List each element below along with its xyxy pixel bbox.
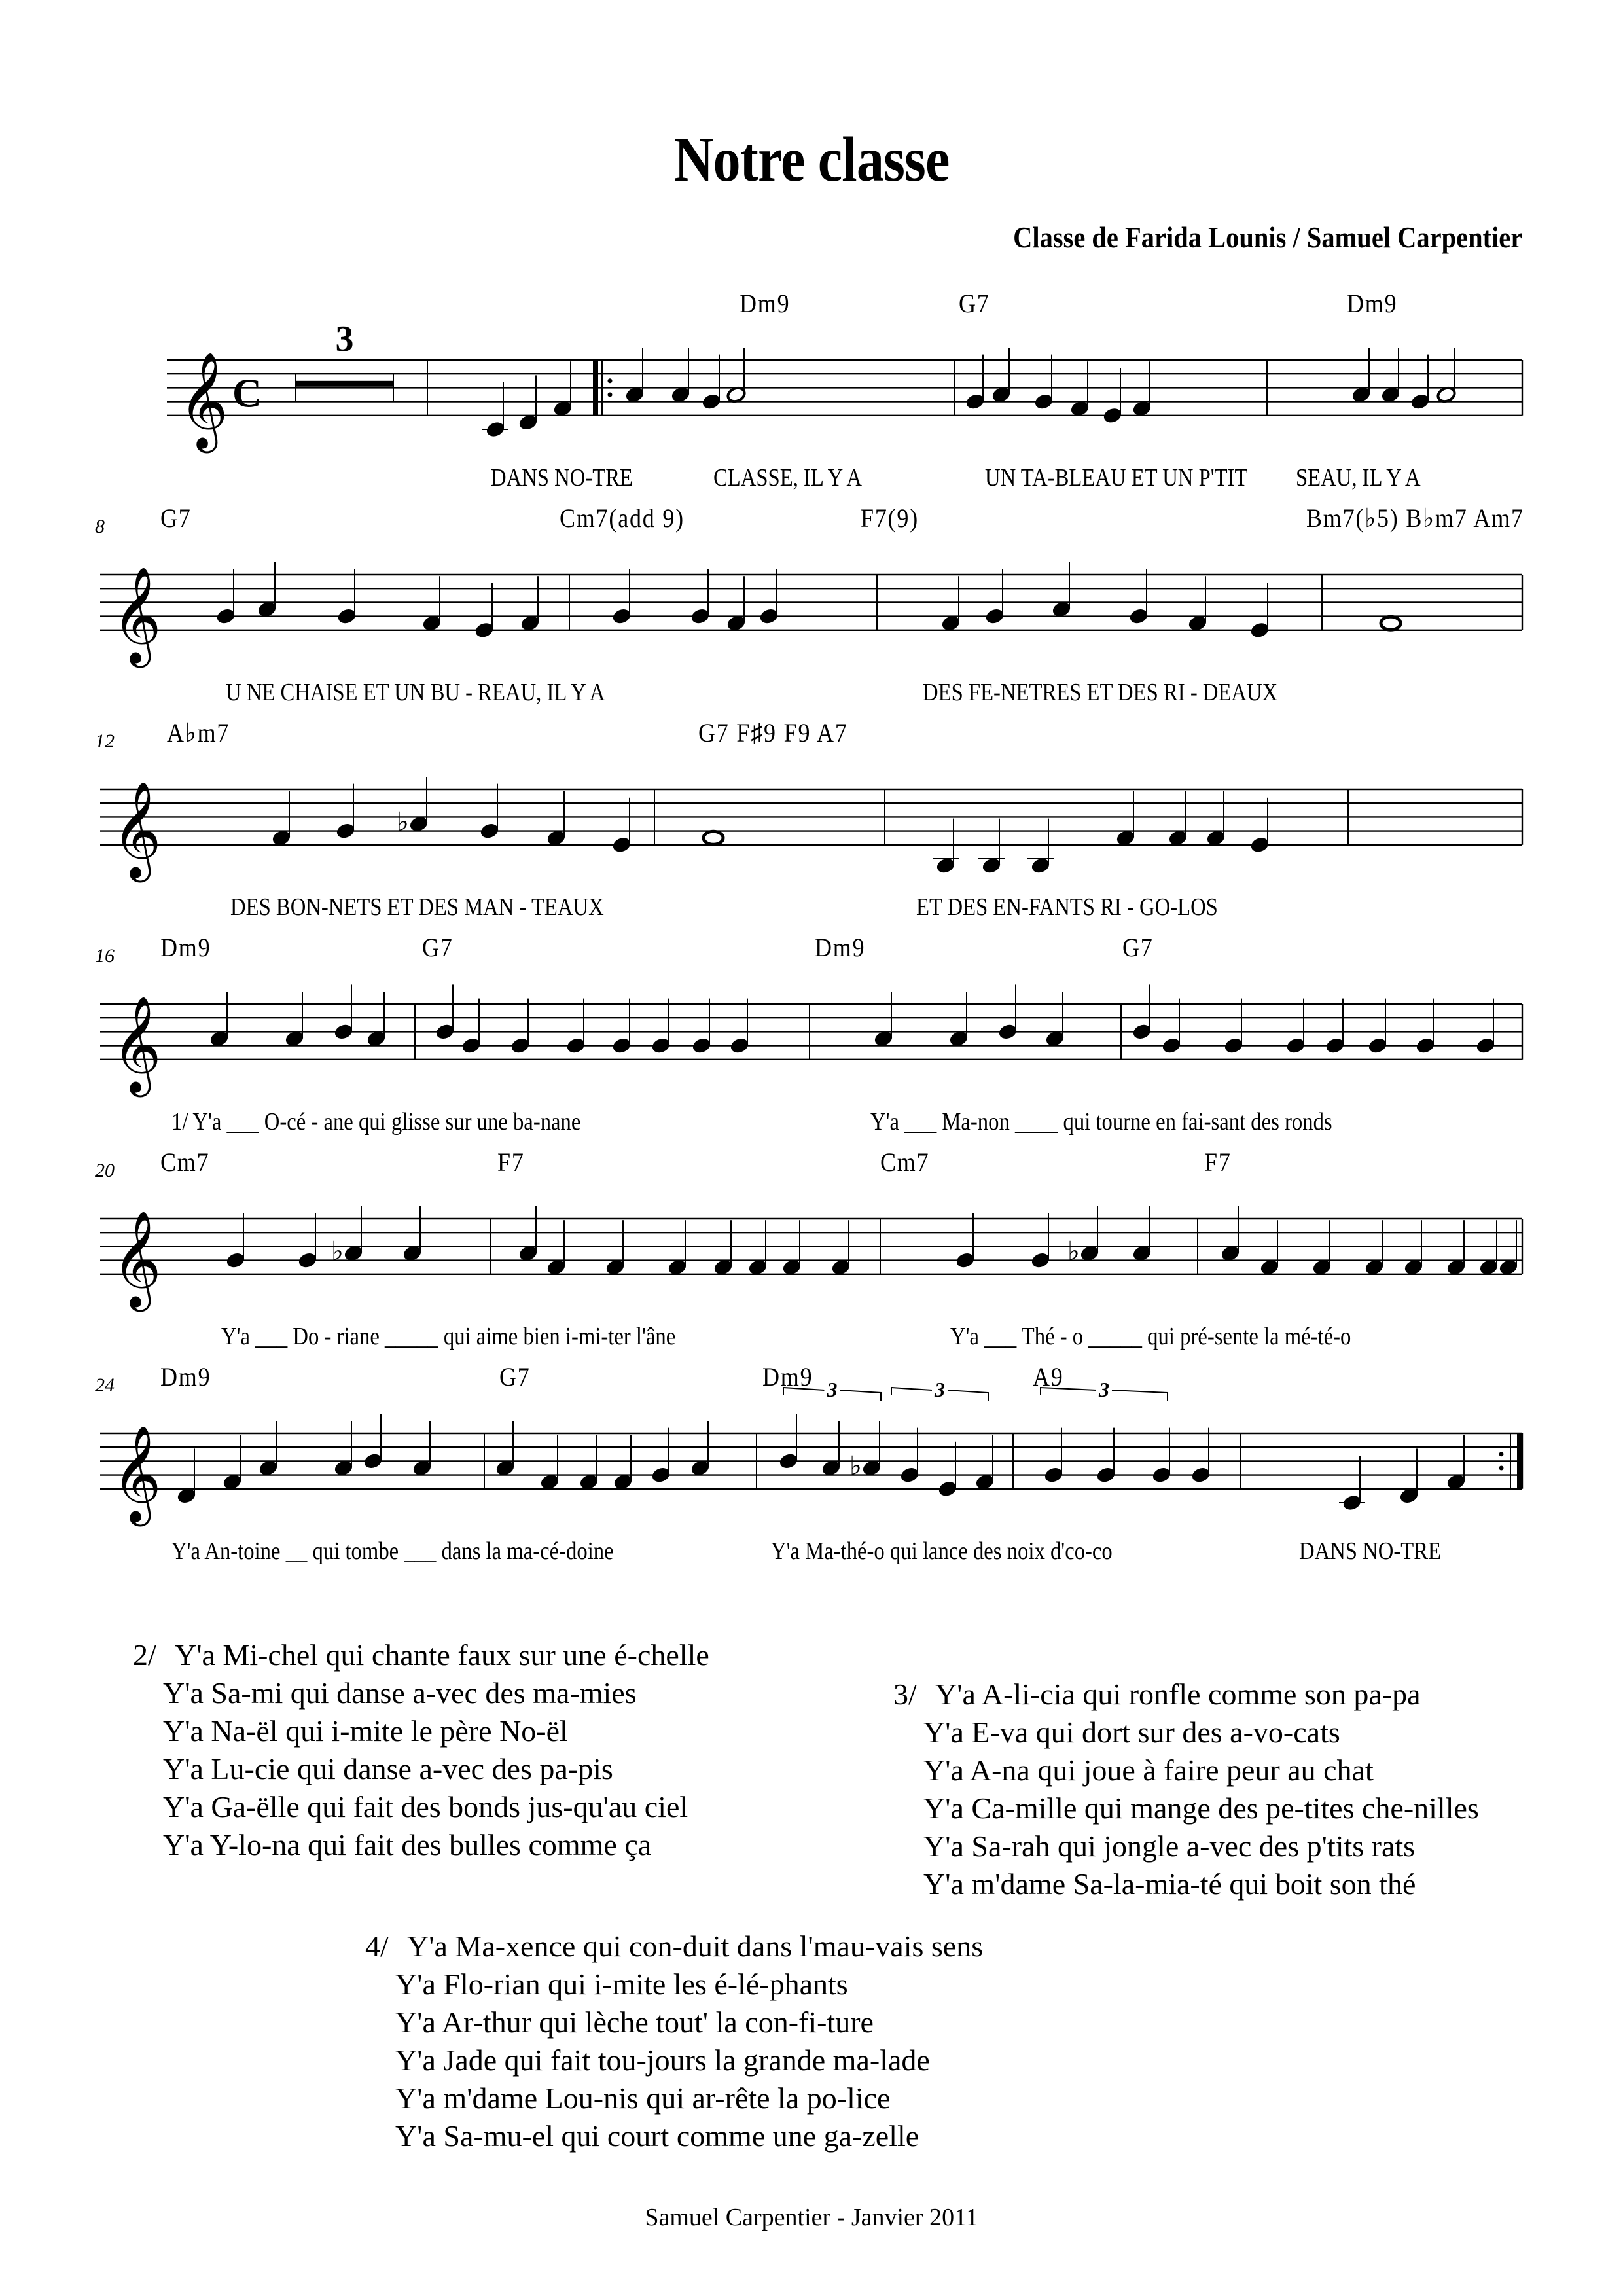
note [899, 1428, 919, 1484]
lyric-line: DANS NO-TRE [1299, 1537, 1441, 1565]
svg-text:3: 3 [935, 1378, 945, 1401]
treble-clef-icon: 𝄞 [112, 1210, 162, 1308]
verse-line: Y'a E-va qui dort sur des a-vo-cats [923, 1715, 1340, 1749]
note [690, 1421, 710, 1477]
treble-clef-icon: 𝄞 [112, 565, 162, 664]
note [539, 1435, 560, 1491]
page-title: Notre classe [673, 124, 950, 195]
svg-text:♭: ♭ [397, 807, 409, 837]
svg-text:3: 3 [827, 1378, 838, 1401]
svg-text:♭: ♭ [331, 1236, 344, 1266]
treble-clef-icon: 𝄞 [112, 1424, 162, 1522]
note [1151, 1428, 1171, 1484]
lyric-line: 1/ Y'a ___ O-cé - ane qui glisse sur une ba-nane [171, 1108, 581, 1136]
svg-text:♭: ♭ [849, 1451, 862, 1481]
chord-symbol: F7(9) [861, 503, 919, 533]
chord-symbol: Bm7(♭5) B♭m7 Am7 [1306, 503, 1524, 533]
verse-line: Y'a Sa-mu-el qui court comme une ga-zelle [395, 2119, 919, 2153]
verse-line: Y'a Sa-mi qui danse a-vec des ma-mies [163, 1676, 637, 1710]
note [579, 1435, 599, 1491]
verse-line: Y'a Ga-ëlle qui fait des bonds jus-qu'au ciel [163, 1790, 688, 1823]
lyric-line: DANS NO-TRE [491, 464, 633, 492]
verse-line: Y'a A-na qui joue à faire peur au chat [923, 1753, 1374, 1787]
lyric-line: ET DES EN-FANTS RI - GO-LOS [916, 893, 1218, 921]
chord-symbol: G7 [499, 1362, 531, 1391]
lyric-line: Y'a ___ Thé - o _____ qui pré-sente la mé-té-o [950, 1323, 1351, 1350]
chord-symbol: F7 [1204, 1147, 1232, 1177]
note [495, 1421, 515, 1477]
note [613, 1435, 633, 1491]
lyric-line: DES FE-NETRES ET DES RI - DEAUX [923, 679, 1278, 706]
verse-3 [893, 1676, 1479, 1903]
note [1399, 1448, 1419, 1505]
composer-credit: Classe de Farida Lounis / Samuel Carpentier [1012, 221, 1522, 254]
measure-number: 8 [95, 516, 105, 537]
verse-line: Y'a Ca-mille qui mange des pe-tites che-nilles [923, 1791, 1479, 1825]
lyric-line: UN TA-BLEAU ET UN P'TIT [985, 464, 1248, 492]
verse-line: Y'a Flo-rian qui i-mite les é-lé-phants [395, 1967, 848, 2001]
svg-text:3: 3 [1099, 1378, 1109, 1401]
chord-symbol: Cm7 [160, 1147, 210, 1177]
note [412, 1421, 432, 1477]
note [651, 1428, 671, 1484]
chord-symbol: Cm7 [880, 1147, 930, 1177]
chord-symbol: Dm9 [762, 1362, 813, 1391]
chord-symbol: Dm9 [740, 289, 791, 318]
verse-2 [133, 1636, 709, 1864]
note [1190, 1428, 1211, 1484]
time-signature: C [232, 371, 262, 416]
treble-clef-icon: 𝄞 [112, 780, 162, 878]
chord-symbol: G7 [959, 289, 990, 318]
chord-symbol: G7 [422, 933, 454, 962]
note [937, 1442, 957, 1498]
measure-number: 20 [95, 1160, 115, 1181]
note [1043, 1428, 1063, 1484]
verse-line: Y'a Y-lo-na qui fait des bulles comme ça [163, 1828, 652, 1861]
lyric-line: Y'a ___ Ma-non ____ qui tourne en fai-sant des ronds [870, 1108, 1332, 1136]
verse-line: 2/ Y'a Mi-chel qui chante faux sur une é-chelle [133, 1638, 709, 1672]
verse-line: Y'a Ar-thur qui lèche tout' la con-fi-ture [395, 2005, 874, 2039]
measure-number: 24 [95, 1374, 115, 1396]
lyric-line: Y'a ___ Do - riane _____ qui aime bien i-mi-ter l'âne [221, 1323, 676, 1350]
footer-credit: Samuel Carpentier - Janvier 2011 [645, 2204, 978, 2231]
verse-line: Y'a m'dame Sa-la-mia-té qui boit son thé [923, 1867, 1416, 1901]
chord-symbol: G7 [160, 503, 192, 533]
chord-symbol: Cm7(add 9) [560, 503, 685, 533]
note [258, 1421, 278, 1477]
note [1339, 1456, 1365, 1512]
note [821, 1421, 841, 1477]
verse-4 [365, 1928, 983, 2155]
note [333, 1421, 353, 1477]
lyric-line: DES BON-NETS ET DES MAN - TEAUX [230, 893, 604, 921]
chord-symbol: G7 F♯9 F9 A7 [698, 718, 848, 747]
measure-number: 12 [95, 730, 115, 752]
chord-symbol: A9 [1033, 1362, 1064, 1391]
chord-symbol: G7 [1122, 933, 1154, 962]
svg-text:♭: ♭ [1067, 1236, 1080, 1266]
verse-line: Y'a Sa-rah qui jongle a-vec des p'tits rats [923, 1829, 1416, 1863]
note [974, 1435, 995, 1491]
treble-clef-icon: 𝄞 [179, 351, 228, 449]
chord-symbol: Dm9 [1347, 289, 1398, 318]
note [222, 1435, 242, 1491]
lyric-line: SEAU, IL Y A [1296, 464, 1421, 492]
verse-line: 3/ Y'a A-li-cia qui ronfle comme son pa-pa [893, 1677, 1421, 1711]
lyric-line: Y'a An-toine __ qui tombe ___ dans la ma-cé-doine [171, 1537, 614, 1565]
lyric-line: CLASSE, IL Y A [713, 464, 862, 492]
note [849, 1421, 882, 1481]
lyric-line: U NE CHAISE ET UN BU - REAU, IL Y A [226, 679, 605, 706]
verse-line: Y'a Jade qui fait tou-jours la grande ma-lade [395, 2043, 930, 2077]
treble-clef-icon: 𝄞 [112, 995, 162, 1093]
note [363, 1414, 383, 1470]
note [778, 1414, 798, 1470]
chord-symbol: F7 [497, 1147, 525, 1177]
chord-symbol: Dm9 [160, 1362, 211, 1391]
note [1446, 1435, 1466, 1491]
chord-symbol: A♭m7 [167, 718, 230, 747]
verse-line: Y'a Lu-cie qui danse a-vec des pa-pis [163, 1752, 613, 1785]
verse-line: Y'a m'dame Lou-nis qui ar-rête la po-lice [395, 2081, 891, 2115]
note [176, 1448, 196, 1505]
note [1096, 1428, 1116, 1484]
chord-symbol: Dm9 [160, 933, 211, 962]
verse-line: 4/ Y'a Ma-xence qui con-duit dans l'mau-vais sens [365, 1929, 984, 1963]
measure-number: 16 [95, 945, 115, 967]
chord-symbol: Dm9 [815, 933, 866, 962]
svg-text:3: 3 [335, 319, 354, 359]
verse-line: Y'a Na-ël qui i-mite le père No-ël [163, 1714, 568, 1748]
lyric-line: Y'a Ma-thé-o qui lance des noix d'co-co [771, 1537, 1113, 1565]
